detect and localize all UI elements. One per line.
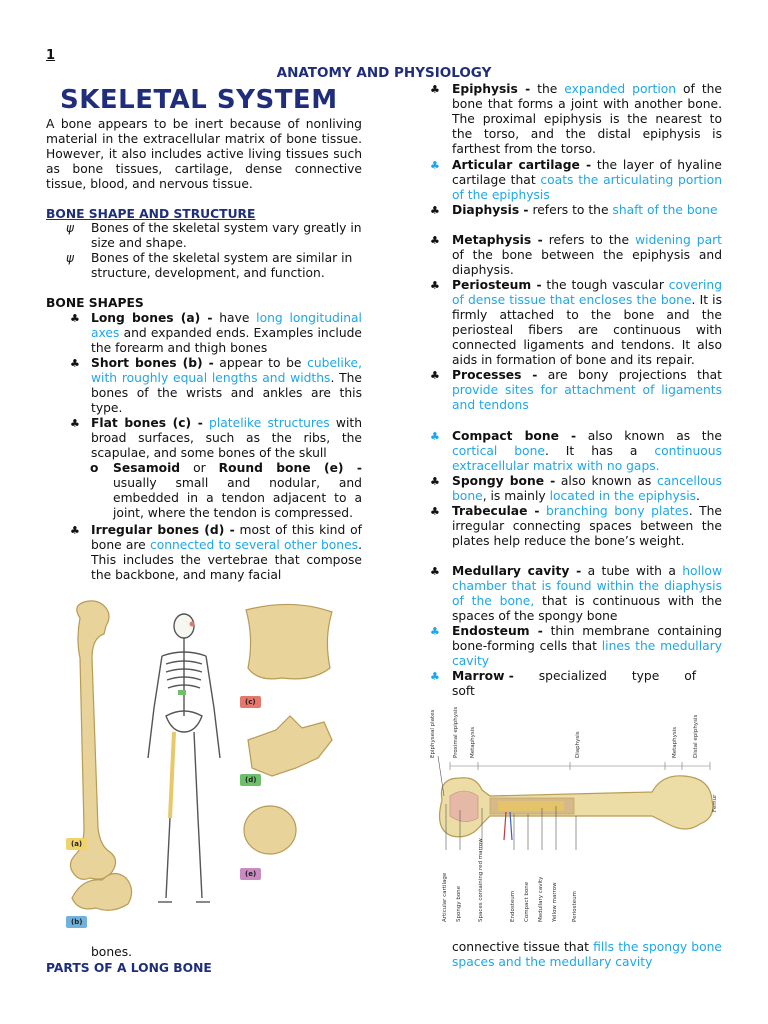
label-epiphyseal-plates: Epiphyseal plates (430, 709, 436, 758)
psi-bullet-icon: ψ (66, 251, 74, 265)
spongy-bone-region (450, 791, 478, 822)
club-bullet-icon: ♣ (430, 625, 440, 638)
section-heading-shape-structure: BONE SHAPE AND STRUCTURE (46, 207, 256, 221)
label-c: (c) (240, 696, 261, 708)
page-number: 1 (46, 48, 56, 63)
marrow-item-continued: connective tissue that fills the spongy bone spaces and the medullary cavity (452, 940, 722, 969)
sub-bullet-marker: o (90, 461, 99, 475)
trabeculae-item: Trabeculae - branching bony plates. The irregular connecting spaces between the plates help reduce the bone’s weight. (452, 504, 722, 548)
label-medullary-cavity: Medullary cavity (538, 876, 544, 922)
club-bullet-icon: ♣ (430, 159, 440, 172)
bullet-structure: Bones of the skeletal system are similar in structure, development, and function. (91, 251, 353, 280)
irregular-bones-item: Irregular bones (d) - most of this kind of bone are connected to several other bones. This includes the vertebrae that compose the backbone, and many facial (91, 523, 362, 582)
spongy-bone-item: Spongy bone - also known as cancellous bone, is mainly located in the epiphysis. (452, 474, 722, 503)
club-bullet-icon: ♣ (430, 83, 440, 96)
label-d: (d) (240, 774, 261, 786)
highlight-text: cubelike, with roughly equal lengths and widths (91, 356, 363, 385)
medullary-cavity-item: Medullary cavity - a tube with a hollow chamber that is found within the diaphysis of the bone, that is continuous with the spaces of the spongy bone (452, 564, 722, 623)
club-bullet-icon: ♣ (70, 357, 80, 370)
term-long-bones: Long bones (a) - (91, 311, 213, 325)
region-brackets (450, 762, 710, 770)
club-bullet-icon: ♣ (430, 670, 440, 683)
highlight-text: long longitudinal axes (91, 311, 362, 340)
club-bullet-icon: ♣ (430, 234, 440, 247)
term-irregular-bones: Irregular bones (d) - (91, 523, 235, 537)
compact-bone-item: Compact bone - also known as the cortical bone. It has a continuous extracellular matrix with no gaps. (452, 429, 723, 473)
label-yellow-marrow: Yellow marrow (552, 882, 558, 922)
skull-marker (190, 622, 195, 627)
sesamoid-bone-shape (244, 806, 296, 854)
diaphysis-item: Diaphysis - refers to the shaft of the bone (452, 203, 718, 217)
short-bones-item: Short bones (b) - appear to be cubelike, with roughly equal lengths and widths. The bones of the wrists and ankles are this type. (91, 356, 363, 415)
long-bones-item: Long bones (a) - have long longitudinal axes and expanded ends. Examples include the forearm and thigh bones (91, 311, 362, 355)
club-bullet-icon: ♣ (430, 279, 440, 292)
section-heading-bone-shapes: BONE SHAPES (46, 296, 144, 310)
club-bullet-icon: ♣ (430, 369, 440, 382)
label-proximal-epiphysis: Proximal epiphysis (453, 706, 459, 758)
document-header: ANATOMY AND PHYSIOLOGY (276, 65, 492, 81)
label-e: (e) (240, 868, 261, 880)
periosteum-item: Periosteum - the tough vascular covering of dense tissue that encloses the bone. It is firmly attached to the bone and the periosteal fibers are continuous with connected ligaments and tendons. It also aids in formation of bone and its repair. (452, 278, 722, 367)
page-title: SKELETAL SYSTEM (60, 85, 338, 115)
label-diaphysis: Diaphysis (575, 731, 581, 758)
label-periosteum: Periosteum (572, 891, 578, 922)
term-flat-bones: Flat bones (c) - (91, 416, 203, 430)
yellow-marrow-region (498, 801, 564, 811)
club-bullet-icon: ♣ (430, 505, 440, 518)
label-femur: Femur (712, 794, 718, 812)
club-bullet-icon: ♣ (430, 430, 440, 443)
long-bone-figure (420, 700, 722, 928)
highlight-text: connected to several other bones (149, 538, 359, 552)
flat-bone-shape (246, 604, 332, 678)
endosteum-item: Endosteum - thin membrane containing bone-forming cells that lines the medullary cavity (452, 624, 722, 668)
label-articular-cartilage: Articular cartilage (442, 872, 448, 922)
club-bullet-icon: ♣ (70, 524, 80, 537)
label-distal-epiphysis: Distal epiphysis (693, 714, 699, 758)
irregular-bones-continued: bones. (91, 945, 133, 959)
articular-cartilage-item: Articular cartilage - the layer of hyaline cartilage that coats the articulating portion of the epiphysis (452, 158, 722, 202)
metaphysis-item: Metaphysis - refers to the widening part of the bone between the epiphysis and diaphysis. (452, 233, 723, 277)
label-spongy-bone: Spongy bone (456, 885, 462, 922)
marrow-item: Marrow - specialized type of soft (452, 669, 697, 698)
flat-bones-item: Flat bones (c) - platelike structures with broad surfaces, such as the ribs, the scapulae, and some bones of the skull (91, 416, 362, 460)
label-spaces-red-marrow: Spaces containing red marrow (478, 838, 484, 922)
label-a: (a) (66, 838, 87, 850)
sesamoid-bones-item: Sesamoid or Round bone (e) - usually small and nodular, and embedded in a tendon adjacent to a joint, where the tendon is compressed. (113, 461, 362, 520)
term-short-bones: Short bones (b) - (91, 356, 214, 370)
processes-item: Processes - are bony projections that provide sites for attachment of ligaments and tendons (452, 368, 722, 412)
label-endosteum: Endosteum (510, 890, 516, 922)
highlighted-femur (170, 732, 174, 818)
club-bullet-icon: ♣ (430, 565, 440, 578)
label-metaphysis-right: Metaphysis (672, 726, 678, 758)
club-bullet-icon: ♣ (430, 475, 440, 488)
irregular-bone-shape (248, 716, 332, 776)
intro-paragraph: A bone appears to be inert because of nonliving material in the extracellular matrix of bone tissue. However, it also includes active living tissues such as bone tissues, cartilage, dense connective tissue, blood, and nervous tissue. (46, 117, 362, 191)
epiphysis-item: Epiphysis - the expanded portion of the bone that forms a joint with another bone. The proximal epiphysis is the nearest to the torso, and the distal epiphysis is farthest from the torso. (452, 82, 722, 156)
label-metaphysis-left: Metaphysis (470, 726, 476, 758)
club-bullet-icon: ♣ (430, 204, 440, 217)
section-heading-parts-long-bone: PARTS OF A LONG BONE (46, 961, 212, 975)
skeleton-figure (148, 614, 220, 902)
label-compact-bone: Compact bone (524, 881, 530, 922)
psi-bullet-icon: ψ (66, 221, 74, 235)
club-bullet-icon: ♣ (70, 417, 80, 430)
bullet-shape-size: Bones of the skeletal system vary greatly in size and shape. (91, 221, 362, 250)
bone-shapes-figure (62, 598, 360, 933)
bone-shapes-illustration (62, 598, 360, 933)
club-bullet-icon: ♣ (70, 312, 80, 325)
label-b: (b) (66, 916, 87, 928)
highlight-text: platelike structures (209, 416, 330, 430)
vertebra-marker (178, 690, 186, 695)
